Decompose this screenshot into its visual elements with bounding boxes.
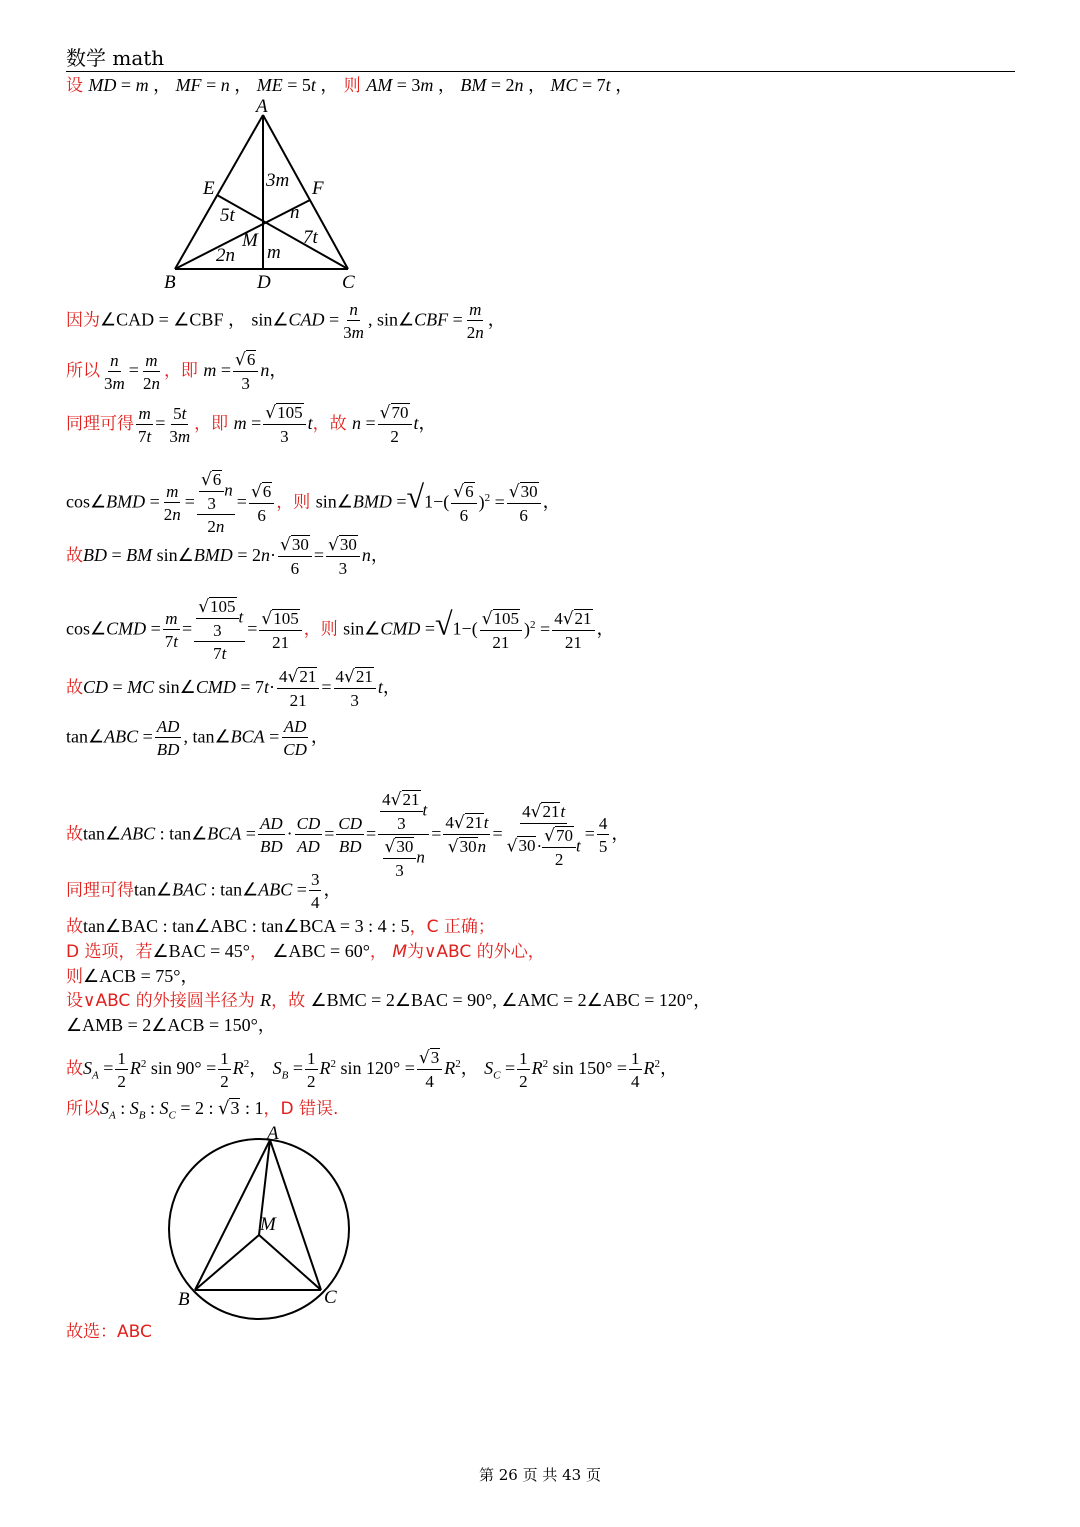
segment-am-label: 3m — [266, 170, 290, 191]
segment-me-label: 5t — [220, 205, 235, 226]
line-11: 同理可得tan∠BAC : tan∠ABC = $\frac{3}{4}$ ， — [66, 870, 342, 912]
line-7: cos∠CMD = $\frac{m}{7t}$ = $\frac{√105}{3}$ t 7t = $\frac{√105}{21}$ ，则 sin∠CMD =√1−( $\frac{√105}{21}$ )$^2$ = $\frac{4√21}{21}$ ， — [66, 597, 615, 663]
vertex-e-label: E — [203, 178, 215, 199]
line-5: cos∠BMD = $\frac{m}{2n}$ = $\frac{√6}{3}$ n 2n = $\frac{√6}{6}$ ，则 sin∠BMD =√1−( $\frac{√6}{6}$ )$^2$ = $\frac{√30}{6}$ ， — [66, 470, 561, 536]
line-3: 所以 $\frac{n}{3m}$ = $\frac{m}{2n}$ ，即 m = $\frac{√6}{3}$ n， — [66, 350, 288, 393]
header-title: 数学 math — [66, 46, 165, 70]
line-8: 故CD = MC sin∠CMD = 7t· $\frac{4√21}{21}$ = $\frac{4√21}{3}$ t， — [66, 667, 401, 710]
vertex-a-label: A — [256, 98, 268, 117]
line-10: 故tan∠ABC : tan∠BCA = $\frac{AD}{BD}$ · $\frac{CD}{AD}$ = $\frac{CD}{BD}$ = $\frac{4√21}{3}$ t $\frac{√30}{3}$ n = $\frac{4√21t}{√30n}$ = 4√21t √30· $\frac{√70}{2}$ t = $\frac{4}{5}$ ， — [66, 790, 630, 880]
vertex-b-label: B — [164, 272, 176, 293]
vertex-f-label: F — [312, 178, 324, 199]
eq-1: MD = m ， MF = n ， ME = 5t ， — [88, 75, 339, 95]
vertex-m-label: M — [260, 1214, 276, 1235]
vertex-c-label: C — [324, 1287, 337, 1308]
line-2: 因为∠CAD = ∠CBF ， sin∠CAD = $\frac{n}{3m}$ , sin∠CBF = $\frac{m}{2n}$ ， — [66, 300, 506, 342]
line-4: 同理可得 $\frac{m}{7t}$ = $\frac{5t}{3m}$ ，即 m = $\frac{√105}{3}$ t，故 n = $\frac{√70}{2}$ t， — [66, 403, 437, 446]
segment-md-label: m — [267, 242, 281, 263]
vertex-m-label: M — [242, 230, 258, 251]
vertex-d-label: D — [257, 272, 271, 293]
line-12: 故tan∠BAC : tan∠ABC : tan∠BCA = 3 : 4 : 5，C 正确； — [66, 916, 495, 937]
line-15: 设∨ABC 的外接圆半径为 R，故 ∠BMC = 2∠BAC = 90°, ∠AMC = 2∠ABC = 120°， — [66, 990, 712, 1011]
triangle-figure — [160, 98, 380, 293]
segment-mf-label: n — [290, 202, 300, 223]
line-6: 故BD = BM sin∠BMD = 2n· $\frac{√30}{6}$ = $\frac{√30}{3}$ n， — [66, 535, 389, 578]
page-footer: 第 26 页 共 43 页 — [478, 1466, 601, 1484]
header-rule — [66, 71, 1015, 72]
segment-mc-label: 7t — [303, 227, 318, 248]
line-9: tan∠ABC = $\frac{AD}{BD}$ , tan∠BCA = $\frac{AD}{CD}$ ， — [66, 717, 329, 759]
line-18: 所以$S_A$ : $S_B$ : $S_C = 2$ : √3 : 1，D 错误. — [66, 1098, 339, 1122]
line-17: 故$S_A$ = $\frac{1}{2}$ $R^2$ sin 90° = $\frac{1}{2}$ $R^2$， $S_B$ = $\frac{1}{2}$ $R^2$ sin 120° = $\frac{√3}{4}$ $R^2$， $S_C$ = $\frac{1}{2}$ $R^2$ sin 150° = $\frac{1}{4}$ $R^2$， — [66, 1048, 679, 1091]
line-1: 设 MD = m ， MF = n ， ME = 5t ， 则 AM = 3m ， BM = 2n ， MC = 7t ， — [66, 75, 634, 96]
vertex-b-label: B — [178, 1289, 190, 1310]
line-14: 则∠ACB = 75°， — [66, 966, 199, 987]
vertex-a-label: A — [267, 1123, 279, 1144]
answer-line: 故选：ABC — [66, 1322, 152, 1342]
line-13: D 选项，若∠BAC = 45°， ∠ABC = 60°， M为∨ABC 的外心， — [66, 941, 545, 962]
circumcircle-figure — [158, 1122, 363, 1322]
segment-bm-label: 2n — [216, 245, 235, 266]
line-16: ∠AMB = 2∠ACB = 150°， — [66, 1015, 276, 1035]
vertex-c-label: C — [342, 272, 355, 293]
